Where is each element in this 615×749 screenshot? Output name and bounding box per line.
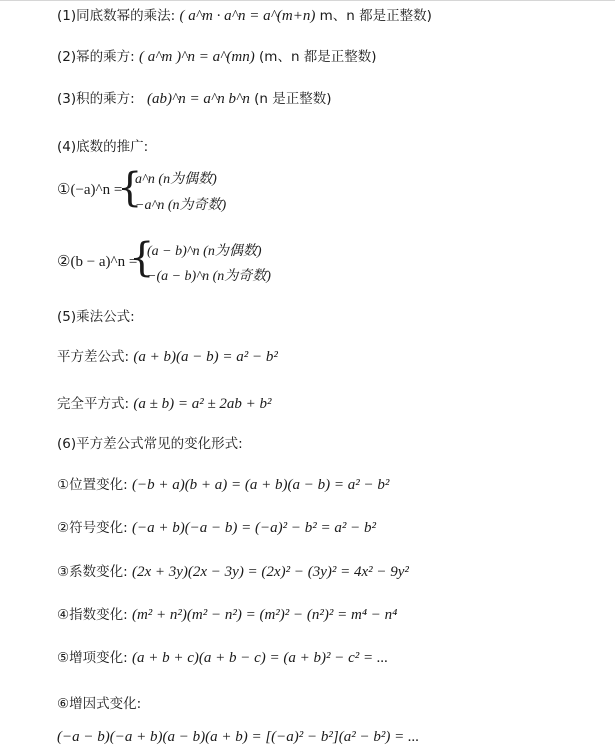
case-2-odd: −(a − b)^n (n为奇数) bbox=[147, 269, 271, 284]
coefficient-change-line bbox=[57, 562, 409, 582]
rule-4-label: (4)底数的推广: bbox=[57, 139, 149, 155]
exponent-change-label: ④指数变化: bbox=[57, 607, 128, 623]
perfect-square-formula: (a ± b) = a² ± 2ab + b² bbox=[133, 396, 272, 412]
case-block-1 bbox=[57, 164, 377, 216]
top-divider bbox=[0, 0, 615, 1]
difference-of-squares-label: 平方差公式: bbox=[57, 349, 130, 365]
difference-of-squares-line bbox=[57, 347, 278, 367]
rule-6-label: (6)平方差公式常见的变化形式: bbox=[57, 436, 243, 452]
perfect-square-label: 完全平方式: bbox=[57, 396, 130, 412]
position-change-line bbox=[57, 475, 389, 495]
case-1-lhs: ①(−a)^n = bbox=[57, 182, 123, 198]
exponent-change-formula: (m² + n²)(m² − n²) = (m²)² − (n²)² = m⁴ − n⁴ bbox=[131, 607, 398, 623]
coefficient-change-label: ③系数变化: bbox=[57, 564, 128, 580]
coefficient-change-formula: (2x + 3y)(2x − 3y) = (2x)² − (3y)² = 4x² − 9y² bbox=[131, 564, 409, 580]
perfect-square-line bbox=[57, 394, 272, 414]
case-1-brace: { bbox=[117, 165, 143, 211]
rule-6-heading bbox=[57, 434, 243, 454]
added-term-change-label: ⑤增项变化: bbox=[57, 650, 128, 666]
rule-4-heading bbox=[57, 137, 148, 157]
exponent-change-line bbox=[57, 605, 397, 625]
added-factor-label: ⑥增因式变化: bbox=[57, 696, 142, 712]
sign-change-label: ②符号变化: bbox=[57, 520, 128, 536]
rule-1-line bbox=[57, 6, 432, 26]
position-change-formula: (−b + a)(b + a) = (a + b)(a − b) = a² − b² bbox=[131, 477, 390, 493]
added-factor-heading bbox=[57, 694, 141, 714]
case-2-even: (a − b)^n (n为偶数) bbox=[147, 244, 262, 259]
rule-3-formula: (ab)^n = a^n b^n bbox=[146, 91, 250, 107]
difference-of-squares-formula: (a + b)(a − b) = a² − b² bbox=[133, 349, 278, 365]
rule-1-condition: m、n 都是正整数) bbox=[319, 8, 432, 24]
case-2-brace: { bbox=[129, 235, 155, 281]
sign-change-line bbox=[57, 518, 376, 538]
added-factor-formula: (−a − b)(−a + b)(a − b)(a + b) = [(−a)² − b²](a² − b²) = ... bbox=[57, 729, 420, 745]
rule-2-line bbox=[57, 47, 377, 67]
rule-3-line bbox=[57, 89, 332, 109]
case-1-odd: −a^n (n为奇数) bbox=[135, 198, 227, 213]
rule-2-label: (2)幂的乘方: bbox=[57, 49, 135, 65]
position-change-label: ①位置变化: bbox=[57, 477, 128, 493]
case-block-2 bbox=[57, 234, 417, 286]
rule-1-label: (1)同底数幂的乘法: bbox=[57, 8, 176, 24]
rule-2-condition: (m、n 都是正整数) bbox=[259, 49, 377, 65]
added-term-change-formula: (a + b + c)(a + b − c) = (a + b)² − c² = ... bbox=[131, 650, 389, 666]
case-2-lhs: ②(b − a)^n = bbox=[57, 254, 138, 270]
rule-5-label: (5)乘法公式: bbox=[57, 309, 135, 325]
rule-3-condition: (n 是正整数) bbox=[254, 91, 332, 107]
added-term-change-line bbox=[57, 648, 388, 668]
case-1-even: a^n (n为偶数) bbox=[135, 172, 217, 187]
rule-2-formula: ( a^m )^n = a^(mn) bbox=[138, 49, 255, 65]
rule-3-label: (3)积的乘方: bbox=[57, 91, 135, 107]
added-factor-line bbox=[57, 727, 419, 747]
sign-change-formula: (−a + b)(−a − b) = (−a)² − b² = a² − b² bbox=[131, 520, 377, 536]
rule-1-formula: ( a^m · a^n = a^(m+n) bbox=[179, 8, 316, 24]
rule-5-heading bbox=[57, 307, 135, 327]
